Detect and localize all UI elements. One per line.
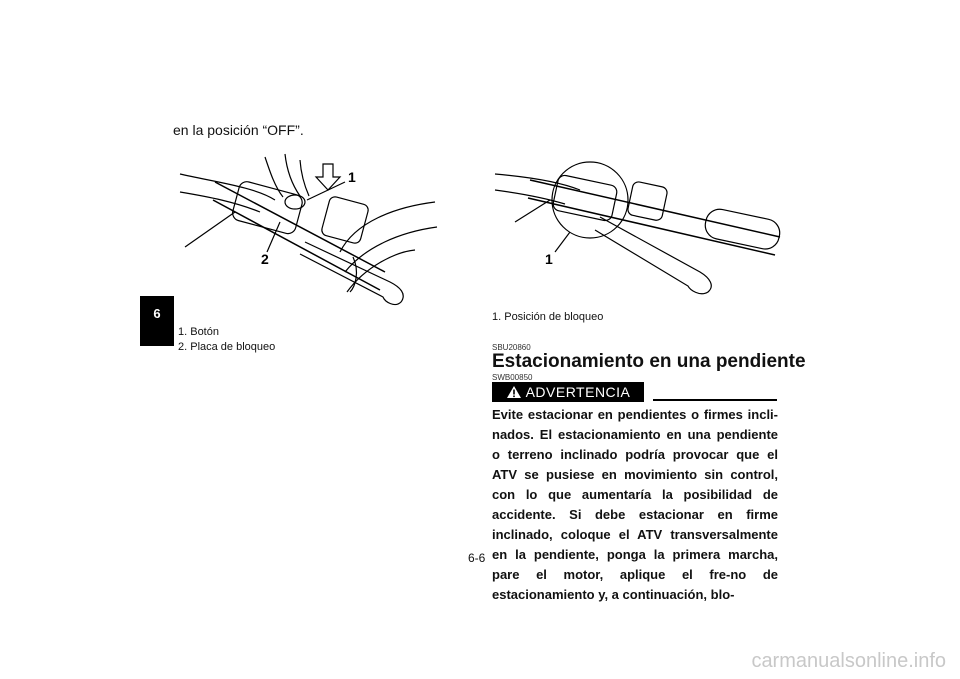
callout-1: 1 <box>545 251 553 267</box>
intro-text: en la posición “OFF”. <box>173 122 304 138</box>
warning-label: ADVERTENCIA <box>525 384 631 400</box>
figure-lock-button <box>175 152 445 320</box>
warning-rule <box>653 399 777 401</box>
caption-item: 2. Placa de bloqueo <box>178 341 276 353</box>
section-code: SBU20860 <box>492 343 531 352</box>
figure-lock-position <box>490 152 790 312</box>
caption-item: 1. Botón <box>178 326 219 338</box>
chapter-number: 6 <box>153 306 161 321</box>
warning-triangle-icon <box>506 385 522 399</box>
warning-badge <box>492 382 644 402</box>
callout-1: 1 <box>348 169 356 185</box>
figure2-captions <box>492 310 603 325</box>
warning-text: Evite estacionar en pendientes o firmes incli-nados. El estacionamiento en una pendiente o terreno inclinado podría provocar que el ATV se pusiese en movimiento sin control, con lo que aumentaría la posibilidad de accidente. Si debe estacionar en firme inclinado, coloque el ATV transversalmente en la pendiente, ponga la primera marcha, pare el motor, aplique el fre-no de estacionamiento y, a continuación, blo- <box>492 407 778 602</box>
warning-code: SWB00850 <box>492 373 533 382</box>
footer-watermark: carmanualsonline.info <box>751 650 946 672</box>
figure1-captions <box>178 325 275 355</box>
caption-item: 1. Posición de bloqueo <box>492 311 604 323</box>
chapter-tab <box>140 296 174 346</box>
page-number: 6-6 <box>468 551 486 565</box>
section-title: Estacionamiento en una pendiente <box>492 351 806 372</box>
callout-2: 2 <box>261 251 269 267</box>
